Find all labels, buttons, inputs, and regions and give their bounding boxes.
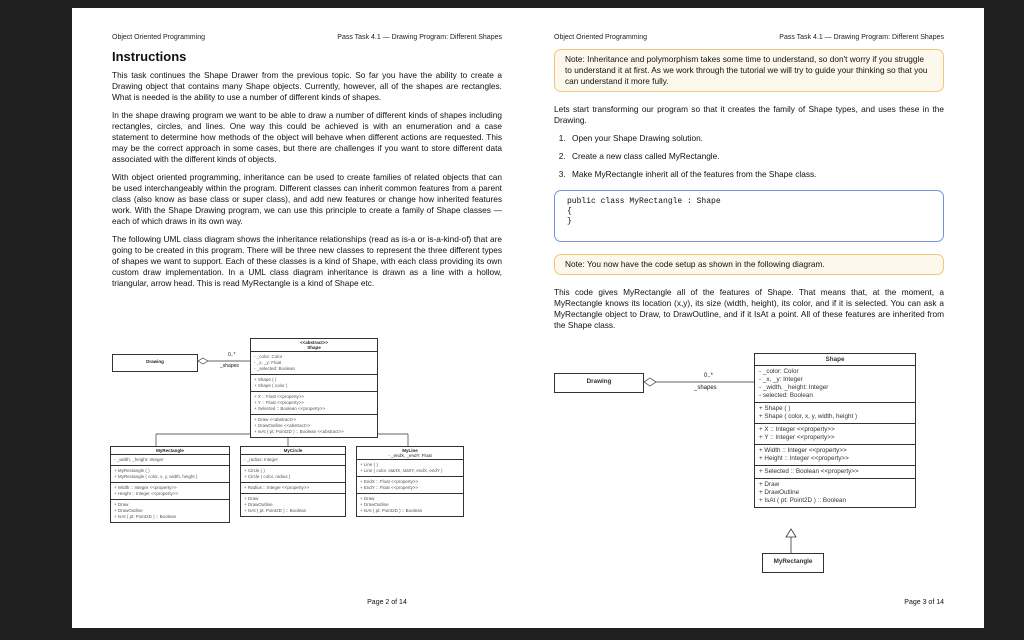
- uml-section: [111, 483, 229, 500]
- uml-section: [241, 483, 345, 494]
- uml-role: _shapes: [220, 363, 239, 369]
- uml-line: + Width :: Integer <<property>>: [759, 447, 847, 454]
- uml-drawing-class: [112, 354, 198, 372]
- uml-line: + X :: Integer <<property>>: [759, 426, 835, 433]
- uml-section: [755, 366, 915, 403]
- uml-line: + Line ( color, startX, startY, endX, endY ): [360, 468, 443, 473]
- uml-line: [251, 339, 377, 352]
- uml-line: + IsAt ( pt: Point2D ) :: Boolean: [759, 497, 846, 504]
- uml-line: + DrawOutline: [360, 502, 389, 507]
- uml-line: + Draw <<abstract>>: [254, 417, 297, 422]
- uml-myrectangle-class: [762, 553, 824, 573]
- uml-line: + DrawOutline <<abstract>>: [254, 423, 311, 428]
- uml-line: + EndY :: Float <<property>>: [360, 485, 419, 490]
- uml-line: - _selected: Boolean: [254, 366, 296, 371]
- uml-line: + Draw: [759, 481, 780, 488]
- uml-line: Drawing: [146, 359, 164, 364]
- running-header: [554, 34, 944, 41]
- step-item: 1. Open your Shape Drawing solution.: [568, 133, 944, 144]
- uml-section: [111, 455, 229, 466]
- uml-role: _shapes: [694, 385, 717, 391]
- note-inheritance: Note: Inheritance and polymorphism takes some time to understand, so don't worry if you struggle to understand it at first. As we work through the tutorial we will try to guide your thinking so that you can understand it more fully.: [554, 49, 944, 92]
- paragraph-uml: The following UML class diagram shows the inheritance relationships (read as is-a or is-a-kind-of) that are going to be created in this program. There will be three new classes to represent the three different types of shapes we want to support. Each of these classes is a kind of Shape, with each class providing its own custom draw implementation. In a UML class diagram inheritance is drawn as a line with a hollow, triangular, arrow head. This is read MyRectangle is a kind of Shape etc.: [112, 234, 502, 288]
- paragraph-inheritance: With object oriented programming, inheritance can be used to create families of related objects that can be used interchangeably within the program. Different classes can inherit common features from a parent class (also know as base class or super class), and add new features or change how inherited features work. With the Shape Drawing program, we can use this principle to create a family of Shape classes — each of which draws in its own way.: [112, 172, 502, 226]
- paragraph-intro: This task continues the Shape Drawer from the previous topic. So far you have the ability to create a Drawing object that contains many Shape objects. Currently, however, all of the shapes are rectangles. What is needed is the ability to use a number of different kinds of shapes.: [112, 70, 502, 102]
- header-course: Object Oriented Programming: [112, 34, 205, 41]
- uml-section: [755, 466, 915, 479]
- uml-line: + Selected :: Boolean <<property>>: [759, 468, 859, 475]
- header-course: Object Oriented Programming: [554, 34, 647, 41]
- uml-line: + Shape ( color, x, y, width, height ): [759, 413, 858, 420]
- uml-line: + Line ( ): [360, 462, 378, 467]
- page-number: Page 3 of 14: [904, 599, 944, 606]
- uml-drawing-class: [554, 373, 644, 393]
- uml-section: [755, 445, 915, 466]
- running-header: [112, 34, 502, 41]
- uml-line: - _color: Color: [254, 354, 283, 359]
- uml-line: [357, 447, 463, 460]
- uml-line: + Draw: [360, 496, 375, 501]
- instructions-heading: Instructions: [112, 49, 187, 64]
- uml-diagram-myrectangle: [554, 353, 944, 583]
- header-task: Pass Task 4.1 — Drawing Program: Different Shapes: [779, 34, 944, 41]
- uml-section: [251, 415, 377, 437]
- uml-line: Shape: [307, 345, 321, 350]
- uml-line: Shape: [755, 354, 915, 366]
- uml-line: - _width, _height: Integer: [114, 457, 164, 462]
- uml-line: + Circle ( ): [244, 468, 265, 473]
- uml-section: [755, 424, 915, 445]
- paragraph-intro: Lets start transforming our program so that it creates the family of Shape types, and uses these in the Drawing.: [554, 104, 944, 125]
- uml-myrectangle-class: [110, 446, 230, 523]
- step-item: 3. Make MyRectangle inherit all of the features from the Shape class.: [568, 169, 944, 180]
- uml-line: + Draw: [244, 496, 259, 501]
- uml-line: - selected: Boolean: [759, 392, 813, 399]
- uml-line: + Selected :: Boolean <<property>>: [254, 406, 326, 411]
- uml-line: + Shape ( ): [254, 377, 277, 382]
- uml-line: + DrawOutline: [244, 502, 273, 507]
- uml-line: - _endX, _endY: Float: [388, 453, 432, 458]
- uml-line: + IsAt ( pt: Point2D ) :: Boolean: [360, 508, 423, 513]
- uml-section: [357, 460, 463, 477]
- uml-mycircle-class: [240, 446, 346, 517]
- uml-line: + Y :: Float <<property>>: [254, 400, 304, 405]
- uml-line: + Radius :: Integer <<property>>: [244, 485, 310, 490]
- uml-section: [755, 403, 915, 424]
- note-diagram: Note: You now have the code setup as shown in the following diagram.: [554, 254, 944, 275]
- uml-line: + MyRectangle ( ): [114, 468, 150, 473]
- uml-line: + IsAt ( pt: Point2D ) :: Boolean: [244, 508, 307, 513]
- paragraph-shapes: In the shape drawing program we want to be able to draw a number of different kinds of shapes including rectangles, circles, and lines. One way this could be achieved is with an enumeration and a case statement to determine how methods of the object will behave when different actions are requested. This may be the correct approach in some cases, but there are challenges if you want to store different data associated with the different kinds of objects.: [112, 110, 502, 164]
- uml-section: [755, 479, 915, 507]
- uml-line: + X :: Float <<property>>: [254, 394, 305, 399]
- uml-line: MyCircle: [241, 447, 345, 455]
- uml-line: + Draw: [114, 502, 129, 507]
- uml-line: + Shape ( ): [759, 405, 791, 412]
- uml-line: + MyRectangle ( color, x, y, width, height ): [114, 474, 198, 479]
- uml-line: + Width :: Integer <<property>>: [114, 485, 177, 490]
- uml-line: + Shape ( color ): [254, 383, 288, 388]
- uml-line: + Y :: Integer <<property>>: [759, 434, 835, 441]
- code-snippet: public class MyRectangle : Shape { }: [554, 190, 944, 242]
- uml-line: Drawing: [586, 378, 612, 385]
- uml-diagram-families: [102, 336, 502, 546]
- uml-section: [251, 352, 377, 375]
- uml-section: [357, 494, 463, 516]
- uml-line: - _color: Color: [759, 368, 799, 375]
- uml-line: + IsAt ( pt: Point2D ) :: Boolean: [114, 514, 177, 519]
- uml-line: + EndX :: Float <<property>>: [360, 479, 419, 484]
- uml-section: [111, 500, 229, 522]
- uml-line: + DrawOutline: [759, 489, 800, 496]
- uml-section: [357, 477, 463, 494]
- uml-line: - _width, _height: Integer: [759, 384, 829, 391]
- uml-line: MyRectangle: [111, 447, 229, 455]
- uml-line: <<abstract>>: [299, 340, 329, 345]
- uml-section: [241, 455, 345, 466]
- page-number: Page 2 of 14: [367, 599, 407, 606]
- uml-section: [111, 466, 229, 483]
- uml-line: + Height :: Integer <<property>>: [114, 491, 179, 496]
- uml-line: - _radius: Integer: [244, 457, 279, 462]
- uml-multiplicity: 0..*: [704, 373, 714, 379]
- header-task: Pass Task 4.1 — Drawing Program: Different Shapes: [337, 34, 502, 41]
- uml-line: - _x, _y: Integer: [759, 376, 803, 383]
- uml-section: [241, 494, 345, 516]
- uml-shape-class: [250, 338, 378, 438]
- uml-multiplicity: 0..*: [228, 352, 236, 358]
- uml-line: + Height :: Integer <<property>>: [759, 455, 849, 462]
- page-2: [72, 8, 542, 628]
- steps-list: [554, 133, 944, 180]
- step-item: 2. Create a new class called MyRectangle.: [568, 151, 944, 162]
- uml-line: + DrawOutline: [114, 508, 143, 513]
- page-3: [514, 8, 984, 628]
- uml-section: [251, 375, 377, 392]
- uml-myline-class: [356, 446, 464, 517]
- uml-line: + Circle ( color, radius ): [244, 474, 291, 479]
- uml-line: MyRectangle: [773, 558, 813, 565]
- uml-line: + IsAt ( pt: Point2D ) :: Boolean <<abstract>>: [254, 429, 344, 434]
- uml-line: - _x, _y: Float: [254, 360, 282, 365]
- uml-line: MyLine: [402, 448, 418, 453]
- uml-shape-class: [754, 353, 916, 508]
- uml-section: [241, 466, 345, 483]
- paragraph-features: This code gives MyRectangle all of the features of Shape. That means that, at the moment, a MyRectangle knows its location (x,y), its size (width, height), its color, and if it is selected. You can ask a MyRectangle object to Draw, to DrawOutline, and if it IsAt a point. All of these features are inherited from the Shape class.: [554, 287, 944, 330]
- uml-section: [251, 392, 377, 415]
